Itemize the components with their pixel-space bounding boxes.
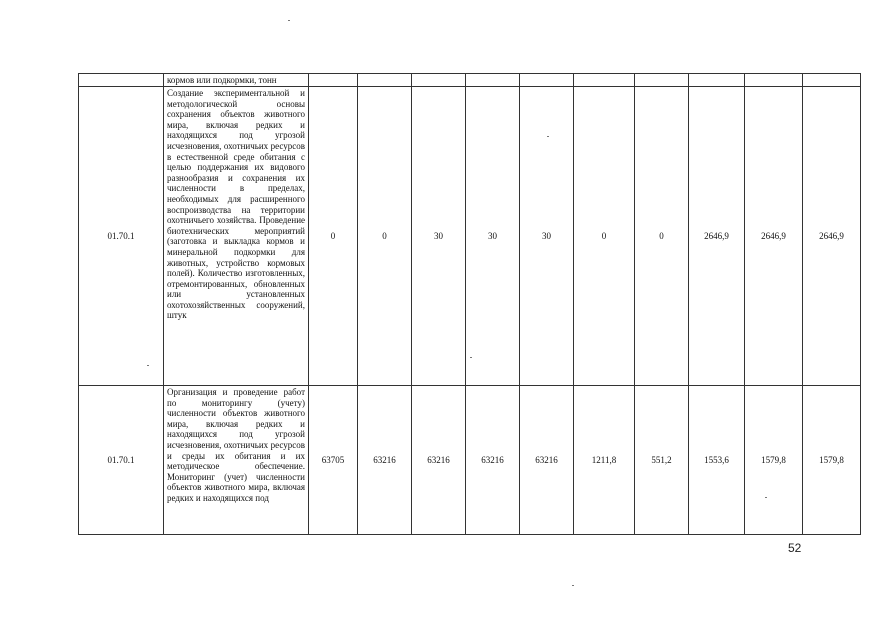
description-cell	[164, 386, 309, 535]
value-cell: 63216	[358, 386, 412, 535]
value-cell: 30	[412, 87, 466, 386]
value-cell: 551,2	[635, 386, 689, 535]
table-row	[79, 74, 861, 87]
scan-speck	[470, 357, 472, 358]
data-table	[78, 73, 861, 535]
table-row	[79, 386, 861, 535]
value-cell: 0	[358, 87, 412, 386]
value-cell: 0	[574, 87, 635, 386]
value-cell: 63705	[309, 386, 358, 535]
scan-speck	[547, 136, 549, 137]
code-cell: 01.70.1	[79, 87, 164, 386]
value-cell	[520, 74, 574, 87]
value-cell	[466, 74, 520, 87]
scan-speck	[765, 497, 767, 498]
value-cell: 1211,8	[574, 386, 635, 535]
value-cell: 2646,9	[689, 87, 745, 386]
value-cell: 1579,8	[745, 386, 803, 535]
scan-speck	[572, 585, 574, 586]
value-cell	[358, 74, 412, 87]
value-cell: 2646,9	[745, 87, 803, 386]
value-cell: 1553,6	[689, 386, 745, 535]
value-cell	[689, 74, 745, 87]
value-cell: 1579,8	[803, 386, 861, 535]
description-cell: кормов или подкормки, тонн	[164, 74, 309, 87]
value-cell	[309, 74, 358, 87]
value-cell: 0	[309, 87, 358, 386]
scan-speck	[147, 365, 149, 366]
value-cell: 30	[520, 87, 574, 386]
value-cell: 30	[466, 87, 520, 386]
value-cell: 63216	[466, 386, 520, 535]
value-cell	[803, 74, 861, 87]
value-cell: 63216	[520, 386, 574, 535]
code-cell: 01.70.1	[79, 386, 164, 535]
code-cell	[79, 74, 164, 87]
value-cell	[574, 74, 635, 87]
value-cell	[635, 74, 689, 87]
value-cell: 2646,9	[803, 87, 861, 386]
page-number: 52	[788, 541, 802, 555]
value-cell	[745, 74, 803, 87]
scan-speck	[288, 20, 290, 21]
value-cell: 0	[635, 87, 689, 386]
value-cell	[412, 74, 466, 87]
table-row	[79, 87, 861, 386]
value-cell: 63216	[412, 386, 466, 535]
description-text: Организация и проведение работ по мониторингу (учету) численности объектов животного мира, включая редких и находящихся под угрозой исчезновения, охотничьих ресурсов и среды их обитания и их методическое обеспечение. Мониторинг (учет) численности объектов животного мира, включая редких и находящихся под	[167, 387, 305, 503]
description-cell: Создание экспериментальной и методологической основы сохранения объектов животного мира, включая редких и находящихся под угрозой исчезновения, охотничьих ресурсов в естественной среде обитания с целью поддержания их видового разнообразия и сохранения их численности в пределах, необходимых для расширенного воспроизводства на территории охотничьего хозяйства. Проведение биотехнических мероприятий (заготовка и выкладка кормов и минеральной подкормки для животных, устройство кормовых полей). Количество изготовленных, отремонтированных, обновленных или установленных охотохозяйственных сооружений, штук	[164, 87, 309, 386]
